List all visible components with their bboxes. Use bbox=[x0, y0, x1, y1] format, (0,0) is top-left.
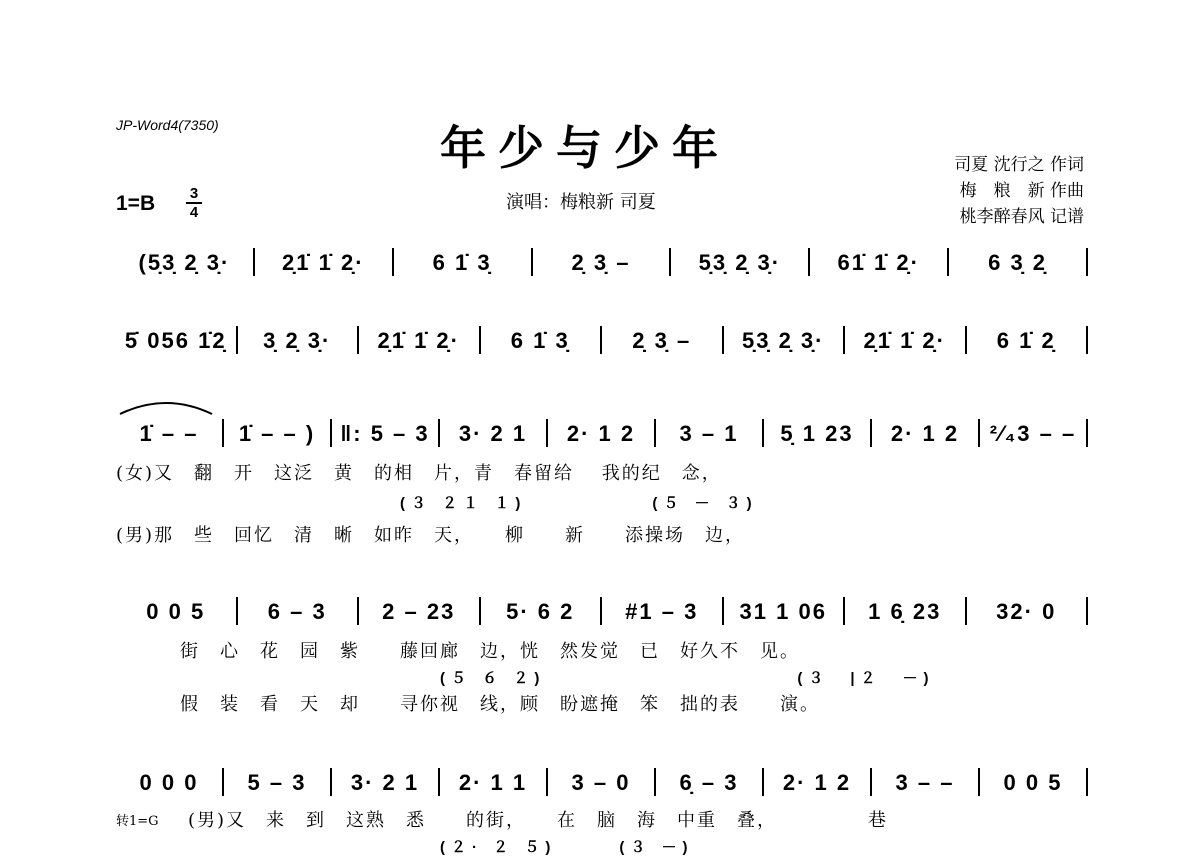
measure: 3̣ 2̣ 3̣· bbox=[263, 328, 332, 353]
key-change-label: 转1=G bbox=[116, 814, 159, 829]
measure: 3· 2 1 bbox=[350, 770, 420, 795]
time-signature bbox=[186, 186, 202, 220]
measure: 6̣ – 3 bbox=[679, 770, 739, 795]
barline bbox=[1086, 597, 1088, 625]
measure: 2· 1 1 bbox=[458, 770, 528, 795]
song-title: 年少与少年 bbox=[440, 121, 730, 175]
measure: (5̣3̣ 2̣ 3̣· bbox=[138, 250, 231, 275]
measure: 2̣ 3̣ – bbox=[632, 328, 692, 353]
lyric-line-3-sub: (５ ６ ２) (３ |２ －) bbox=[440, 670, 935, 687]
measure: 1̇ – – ) bbox=[238, 421, 316, 446]
measure: 2̣1̇ 1̇ 2̣· bbox=[863, 328, 946, 353]
composer-credit: 梅 粮 新 作曲 bbox=[959, 181, 1084, 201]
lyric-line-1: (女)又 翻 开 这泛 黄 的相 片，青 春留给 我的纪 念， bbox=[116, 463, 722, 484]
singer-credit: 演唱：梅粮新 司夏 bbox=[506, 192, 656, 213]
time-signature-bottom: 4 bbox=[189, 204, 199, 221]
measure: 3 – 0 bbox=[571, 770, 631, 795]
measure: 2̣ 3̣ – bbox=[571, 250, 631, 275]
measure: 2· 1 2 bbox=[782, 770, 852, 795]
measure: 5 – 3 bbox=[247, 770, 307, 795]
measure: #1 – 3 bbox=[625, 599, 699, 624]
staff-line-1 bbox=[116, 248, 1088, 276]
measure: 3 – – bbox=[895, 770, 955, 795]
measure: ‖: 5 – 3 bbox=[340, 421, 430, 446]
time-signature-top: 3 bbox=[189, 185, 199, 202]
measure: 6 1̇ 3̣ bbox=[510, 328, 570, 353]
measure: 3 – 1 bbox=[679, 421, 739, 446]
barline bbox=[1086, 248, 1088, 276]
staff-line-4 bbox=[116, 597, 1088, 625]
staff-line-2 bbox=[116, 326, 1088, 354]
staff-line-3 bbox=[116, 419, 1088, 447]
lyric-line-3: 街 心 花 园 紫 藤回廊 边，恍 然发觉 已 好久不 见。 bbox=[180, 641, 800, 662]
barline bbox=[1086, 768, 1088, 796]
measure: 6 1̇ 2̣ bbox=[996, 328, 1056, 353]
measure: 0 0 0 bbox=[139, 770, 199, 795]
staff-line-5 bbox=[116, 768, 1088, 796]
measure: ²⁄₄3 – – bbox=[989, 421, 1077, 446]
measure: 0 0 5 bbox=[1003, 770, 1063, 795]
measure: 2 – 23 bbox=[382, 599, 456, 624]
measure: 6 – 3 bbox=[267, 599, 327, 624]
measure: 2· 1 2 bbox=[566, 421, 636, 446]
measure: 2̣1̇ 1̇ 2̣· bbox=[282, 250, 365, 275]
measure: 5̇ 056 1̇2̣ bbox=[124, 328, 227, 353]
measure: 2̣1̇ 1̇ 2̣· bbox=[377, 328, 460, 353]
measure: 0 0 5 bbox=[146, 599, 206, 624]
measure: 6 3̣ 2̣ bbox=[988, 250, 1048, 275]
measure: 6 1̇ 3̣ bbox=[432, 250, 492, 275]
barline bbox=[1086, 326, 1088, 354]
transcriber-credit: 桃李醉春风 记谱 bbox=[959, 207, 1084, 227]
measure: 5̣ 1 23 bbox=[780, 421, 854, 446]
lyric-line-5: (男)又 来 到 这熟 悉 的街， 在 脑 海 中重 叠， 巷 bbox=[188, 810, 889, 831]
measure: 32· 0 bbox=[996, 599, 1057, 624]
measure: 5̣3̣ 2̣ 3̣· bbox=[742, 328, 825, 353]
tie-arc bbox=[116, 398, 216, 418]
software-label: JP-Word4(7350) bbox=[116, 117, 219, 133]
measure: 2· 1 2 bbox=[890, 421, 960, 446]
measure: 31 1 06 bbox=[739, 599, 827, 624]
measure: 5· 6 2 bbox=[506, 599, 575, 624]
measure: 5̣3̣ 2̣ 3̣· bbox=[698, 250, 782, 275]
measure: 1 6̣ 23 bbox=[868, 599, 942, 624]
lyric-line-5-sub: (２· ２ ５) (３ －) bbox=[440, 839, 694, 856]
measure: 3· 2 1 bbox=[458, 421, 528, 446]
lyric-line-1-sub: (３ ２１ １) (５ － ３) bbox=[400, 495, 758, 512]
lyric-line-2: (男)那 些 回忆 清 晰 如昨 天， 柳 新 添操场 边， bbox=[116, 525, 746, 546]
lyric-line-4: 假 装 看 天 却 寻你视 线，顾 盼遮掩 笨 拙的表 演。 bbox=[180, 694, 820, 715]
measure: 61̇ 1̇ 2̣· bbox=[837, 250, 920, 275]
barline bbox=[1086, 419, 1088, 447]
lyricist-credit: 司夏 沈行之 作词 bbox=[954, 155, 1084, 175]
measure: 1̇ – – bbox=[139, 421, 199, 446]
key-signature: 1=B bbox=[116, 192, 156, 215]
